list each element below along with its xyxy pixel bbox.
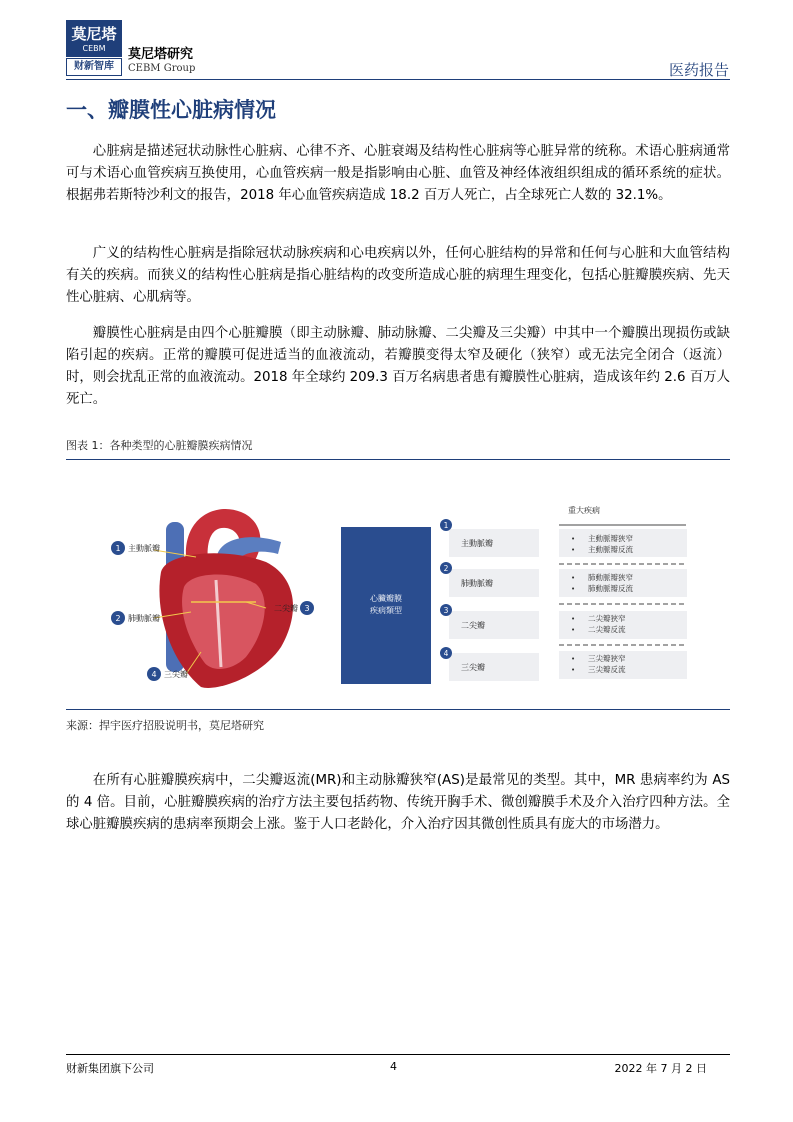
figure-caption: 图表 1：各种类型的心脏瓣膜疾病情况 — [66, 439, 253, 452]
type-row-2-label: 肺動脈瓣 — [461, 579, 493, 588]
callout-4-num: 4 — [151, 670, 157, 679]
disease-1b: 主動脈瓣反流 — [588, 545, 633, 554]
type-row-4-num: 4 — [443, 649, 449, 658]
callout-3-num: 3 — [304, 604, 310, 613]
footer-date: 2022 年 7 月 2 日 — [614, 1062, 707, 1075]
diseases-header: 重大疾病 — [568, 506, 600, 515]
heart-illustration — [111, 509, 314, 688]
brand-name-en: CEBM Group — [128, 63, 196, 74]
valve-type-box-line1: 心臟瓣膜 — [370, 594, 402, 603]
logo-cn-text: 莫尼塔 — [71, 25, 117, 43]
page-number: 4 — [390, 1060, 397, 1073]
disease-2a: 肺動脈瓣狹窄 — [588, 573, 633, 582]
footer-company: 财新集团旗下公司 — [66, 1062, 154, 1075]
figure-top-rule — [66, 459, 730, 460]
disease-3a: 二尖瓣狹窄 — [588, 614, 626, 623]
disease-4a-bullet: • — [571, 655, 576, 663]
logo-top-block — [66, 20, 122, 57]
type-row-2-num: 2 — [443, 564, 449, 573]
disease-3a-bullet: • — [571, 615, 576, 623]
valve-type-rows — [440, 519, 539, 681]
paragraph-valve-treatment: 在所有心脏瓣膜疾病中，二尖瓣返流(MR)和主动脉瓣狭窄(AS)是最常见的类型。其中，MR 患病率约为 AS 的 4 倍。目前，心脏瓣膜疾病的治疗方法主要包括药物、传统开胸手术、微创瓣膜手术及介入治疗四种方法。全球心脏瓣膜疾病的患病率预期会上涨。鉴于人口老龄化，介入治疗因其微创性质具有庞大的市场潜力。 — [66, 773, 730, 832]
valve-type-box-line2: 疾病類型 — [370, 606, 402, 615]
valve-disease-figure — [66, 462, 730, 707]
callout-2-num: 2 — [115, 614, 121, 623]
paragraph-heart-disease: 心脏病是描述冠状动脉性心脏病、心律不齐、心脏衰竭及结构性心脏病等心脏异常的统称。术语心脏病通常可与术语心血管疾病互换使用，心血管疾病一般是指影响由心脏、血管及神经体液组织组成的循环系统的症状。根据弗若斯特沙利文的报告，2018 年心血管疾病造成 18.2 百万人死亡，占全球死亡人数的 32.1%。 — [66, 144, 730, 203]
callout-3-label: 二尖瓣 — [274, 604, 298, 613]
paragraph-structural-heart-disease: 广义的结构性心脏病是指除冠状动脉疾病和心电疾病以外，任何心脏结构的异常和任何与心脏和大血管结构有关的疾病。而狭义的结构性心脏病是指心脏结构的改变所造成心脏的病理生理变化，包括心脏瓣膜疾病、先天性心脏病、心肌病等。 — [66, 246, 730, 305]
type-row-3-label: 二尖瓣 — [461, 621, 485, 630]
disease-1a: 主動脈瓣狹窄 — [588, 534, 633, 543]
disease-1a-bullet: • — [571, 535, 576, 543]
major-diseases-column — [559, 505, 687, 679]
disease-4b-bullet: • — [571, 666, 576, 674]
disease-3b: 二尖瓣反流 — [588, 625, 626, 634]
report-type: 医药报告 — [668, 61, 729, 79]
callout-4-label: 三尖瓣 — [164, 670, 188, 679]
disease-2a-bullet: • — [571, 574, 576, 582]
callout-1-label: 主動脈瓣 — [128, 544, 160, 553]
disease-1b-bullet: • — [571, 546, 576, 554]
logo-en-text: CEBM — [82, 44, 106, 53]
callout-2-label: 肺動脈瓣 — [128, 614, 160, 623]
disease-3b-bullet: • — [571, 626, 576, 634]
footer-divider — [66, 1054, 730, 1055]
disease-2b-bullet: • — [571, 585, 576, 593]
logo — [66, 20, 122, 76]
callout-1-num: 1 — [115, 544, 121, 553]
logo-sub-text: 财新智库 — [66, 58, 122, 76]
type-row-1-label: 主動脈瓣 — [461, 539, 493, 548]
type-row-4-label: 三尖瓣 — [461, 663, 485, 672]
type-row-1-num: 1 — [443, 521, 449, 530]
section-title: 一、瓣膜性心脏病情况 — [66, 98, 276, 122]
disease-4a: 三尖瓣狹窄 — [588, 654, 626, 663]
paragraph-valvular-heart-disease: 瓣膜性心脏病是由四个心脏瓣膜（即主动脉瓣、肺动脉瓣、二尖瓣及三尖瓣）中其中一个瓣膜出现损伤或缺陷引起的疾病。正常的瓣膜可促进适当的血液流动，若瓣膜变得太窄及硬化（狭窄）或无法完全闭合（返流）时，则会扰乱正常的血液流动。2018 年全球约 209.3 百万名病患者患有瓣膜性心脏病，造成该年约 2.6 百万人死亡。 — [66, 326, 731, 407]
disease-4b: 三尖瓣反流 — [588, 665, 626, 674]
brand-name-cn: 莫尼塔研究 — [128, 47, 194, 62]
figure-bottom-rule — [66, 709, 730, 710]
header-divider — [66, 79, 730, 80]
type-row-3-num: 3 — [443, 606, 449, 615]
figure-source: 来源：捍宇医疗招股说明书，莫尼塔研究 — [66, 719, 264, 732]
disease-2b: 肺動脈瓣反流 — [588, 584, 633, 593]
